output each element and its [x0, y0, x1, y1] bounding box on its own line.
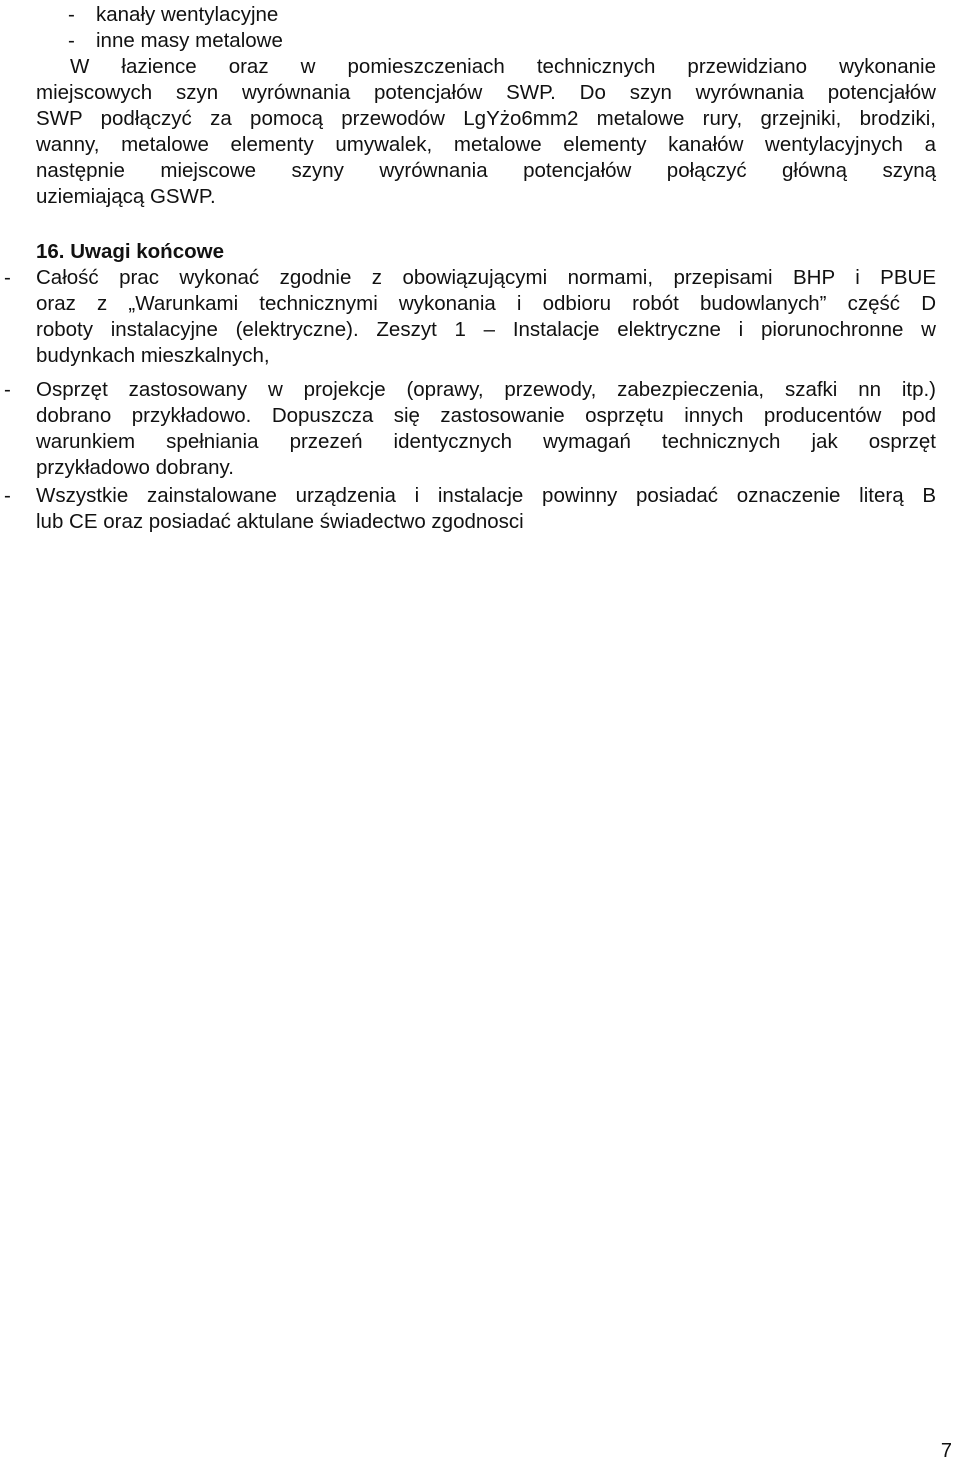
paragraph-line: uziemiającą GSWP.	[36, 185, 216, 208]
remark-line: roboty instalacyjne (elektryczne). Zeszyt 1 – Instalacje elektryczne i piorunochronne w	[36, 318, 936, 341]
remark-line: lub CE oraz posiadać aktulane świadectwo zgodnosci	[36, 510, 524, 533]
remark-line: warunkiem spełniania przezeń identycznych wymagań technicznych jak osprzęt	[36, 430, 936, 453]
paragraph-line: następnie miejscowe szyny wyrównania potencjałów połączyć główną szyną	[36, 159, 936, 182]
list-item-text: kanały wentylacyjne	[96, 3, 279, 26]
list-dash: -	[4, 378, 11, 401]
list-dash: -	[68, 3, 75, 26]
list-dash: -	[4, 484, 11, 507]
remark-line: Wszystkie zainstalowane urządzenia i instalacje powinny posiadać oznaczenie literą B	[36, 484, 936, 507]
remark-line: dobrano przykładowo. Dopuszcza się zastosowanie osprzętu innych producentów pod	[36, 404, 936, 427]
list-dash: -	[68, 29, 75, 52]
remark-line: oraz z „Warunkami technicznymi wykonania i odbioru robót budowlanych” część D	[36, 292, 936, 315]
list-dash: -	[4, 266, 11, 289]
remark-line: Całość prac wykonać zgodnie z obowiązującymi normami, przepisami BHP i PBUE	[36, 266, 936, 289]
remark-line: Osprzęt zastosowany w projekcje (oprawy, przewody, zabezpieczenia, szafki nn itp.)	[36, 378, 936, 401]
paragraph-line: wanny, metalowe elementy umywalek, metalowe elementy kanałów wentylacyjnych a	[36, 133, 936, 156]
paragraph-line: SWP podłączyć za pomocą przewodów LgYżo6mm2 metalowe rury, grzejniki, brodziki,	[36, 107, 936, 130]
section-heading: 16. Uwagi końcowe	[36, 240, 224, 263]
paragraph-line: miejscowych szyn wyrównania potencjałów SWP. Do szyn wyrównania potencjałów	[36, 81, 936, 104]
page-number: 7	[940, 1440, 952, 1462]
list-item-text: inne masy metalowe	[96, 29, 283, 52]
remark-line: budynkach mieszkalnych,	[36, 344, 270, 367]
paragraph-line: W łazience oraz w pomieszczeniach technicznych przewidziano wykonanie	[70, 55, 936, 78]
remark-line: przykładowo dobrany.	[36, 456, 234, 479]
